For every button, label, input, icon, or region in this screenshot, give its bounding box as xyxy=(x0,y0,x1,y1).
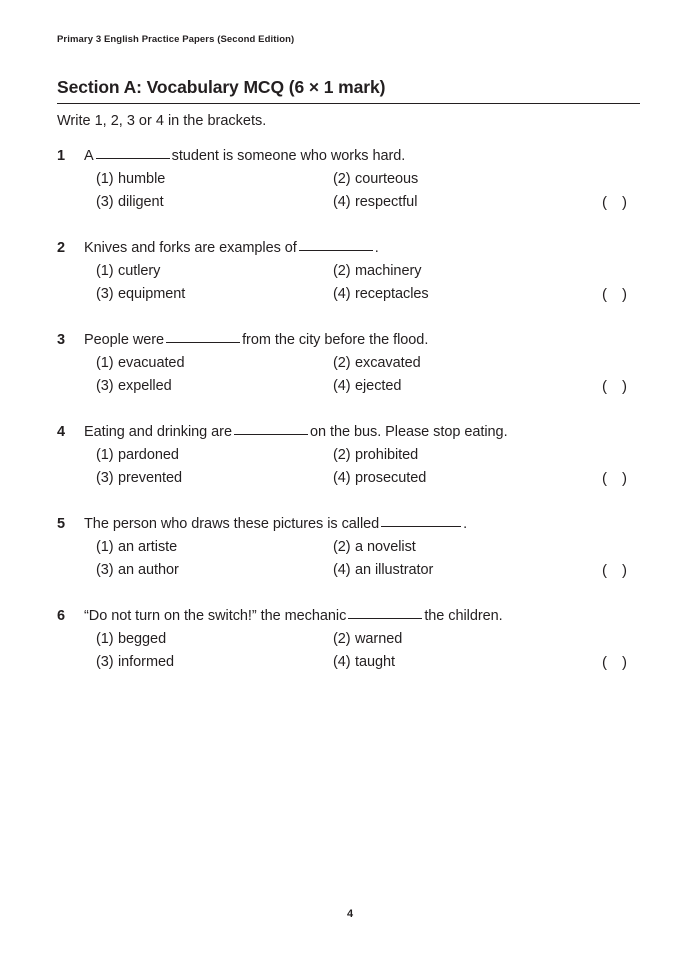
option-label: receptacles xyxy=(355,286,429,302)
option-row xyxy=(0,445,700,468)
heading-rule xyxy=(57,103,640,104)
option-label: machinery xyxy=(355,263,422,279)
option-row xyxy=(0,169,700,192)
option-row xyxy=(0,261,700,284)
option-label: respectful xyxy=(355,194,418,210)
option-group xyxy=(0,261,700,307)
answer-blank[interactable] xyxy=(166,331,240,343)
option-tag: (3) xyxy=(96,286,114,302)
option-choice[interactable] xyxy=(96,169,165,190)
question-item xyxy=(0,237,700,307)
option-label: an illustrator xyxy=(355,562,434,578)
option-label: a novelist xyxy=(355,539,416,555)
option-choice[interactable] xyxy=(333,353,421,374)
question-item xyxy=(0,513,700,583)
option-label: warned xyxy=(355,631,403,647)
question-number: 5 xyxy=(57,516,66,532)
question-text xyxy=(84,421,508,443)
answer-bracket[interactable]: ( ) xyxy=(602,470,627,487)
option-choice[interactable] xyxy=(96,284,185,305)
option-row xyxy=(0,629,700,652)
instruction-text: Write 1, 2, 3 or 4 in the brackets. xyxy=(57,113,267,129)
question-item xyxy=(0,329,700,399)
option-label: excavated xyxy=(355,355,421,371)
question-text-after-blank: . xyxy=(463,516,468,532)
option-choice[interactable] xyxy=(333,169,418,190)
option-label: ejected xyxy=(355,378,402,394)
question-text xyxy=(84,145,405,167)
question-stem xyxy=(0,329,700,353)
question-text-after-blank: . xyxy=(374,240,379,256)
question-text-before-blank: Knives and forks are examples of xyxy=(84,240,297,256)
page-number: 4 xyxy=(346,908,354,920)
option-tag: (3) xyxy=(96,378,114,394)
question-text-before-blank: “Do not turn on the switch!” the mechanic xyxy=(84,608,347,624)
option-row xyxy=(0,192,700,215)
option-choice[interactable] xyxy=(96,261,160,282)
question-stem xyxy=(0,605,700,629)
answer-bracket[interactable]: ( ) xyxy=(602,654,627,671)
option-choice[interactable] xyxy=(333,192,417,213)
question-text-before-blank: The person who draws these pictures is called xyxy=(84,516,380,532)
option-row xyxy=(0,560,700,583)
option-tag: (1) xyxy=(96,355,114,371)
option-choice[interactable] xyxy=(333,445,418,466)
option-choice[interactable] xyxy=(333,468,426,489)
option-label: taught xyxy=(355,654,396,670)
option-tag: (4) xyxy=(333,470,351,486)
question-number: 6 xyxy=(57,608,66,624)
option-label: expelled xyxy=(118,378,172,394)
option-tag: (2) xyxy=(333,171,351,187)
option-label: an author xyxy=(118,562,179,578)
answer-blank[interactable] xyxy=(96,147,170,159)
option-label: pardoned xyxy=(118,447,179,463)
question-stem xyxy=(0,513,700,537)
option-choice[interactable] xyxy=(333,284,429,305)
option-tag: (4) xyxy=(333,562,351,578)
option-tag: (1) xyxy=(96,171,114,187)
option-row xyxy=(0,468,700,491)
option-group xyxy=(0,169,700,215)
option-group xyxy=(0,445,700,491)
question-text-after-blank: from the city before the flood. xyxy=(242,332,429,348)
question-text-before-blank: People were xyxy=(84,332,165,348)
answer-blank[interactable] xyxy=(299,239,373,251)
option-tag: (4) xyxy=(333,194,351,210)
answer-bracket[interactable]: ( ) xyxy=(602,194,627,211)
question-stem xyxy=(0,421,700,445)
question-text-after-blank: student is someone who works hard. xyxy=(171,148,406,164)
option-tag: (1) xyxy=(96,539,114,555)
option-label: diligent xyxy=(118,194,164,210)
question-text-after-blank: on the bus. Please stop eating. xyxy=(309,424,508,440)
section-heading: Section A: Vocabulary MCQ (6 × 1 mark) xyxy=(57,77,386,97)
question-text xyxy=(84,237,379,259)
question-text-before-blank: Eating and drinking are xyxy=(84,424,232,440)
option-choice[interactable] xyxy=(96,537,177,558)
option-label: prosecuted xyxy=(355,470,427,486)
answer-bracket[interactable]: ( ) xyxy=(602,378,627,395)
option-tag: (4) xyxy=(333,654,351,670)
question-item xyxy=(0,605,700,675)
option-tag: (4) xyxy=(333,378,351,394)
option-label: begged xyxy=(118,631,167,647)
option-tag: (2) xyxy=(333,447,351,463)
option-label: an artiste xyxy=(118,539,178,555)
answer-blank[interactable] xyxy=(234,423,308,435)
option-choice[interactable] xyxy=(333,537,416,558)
option-group xyxy=(0,537,700,583)
option-choice[interactable] xyxy=(96,629,166,650)
question-number: 2 xyxy=(57,240,66,256)
option-label: cutlery xyxy=(118,263,161,279)
option-tag: (4) xyxy=(333,286,351,302)
option-choice[interactable] xyxy=(96,445,179,466)
option-tag: (3) xyxy=(96,194,114,210)
option-choice[interactable] xyxy=(96,560,179,581)
question-number: 1 xyxy=(57,148,66,164)
question-text-after-blank: the children. xyxy=(424,608,503,624)
question-text xyxy=(84,605,503,627)
option-tag: (3) xyxy=(96,654,114,670)
option-choice[interactable] xyxy=(96,376,172,397)
option-label: humble xyxy=(118,171,166,187)
question-list xyxy=(0,145,700,697)
answer-blank[interactable] xyxy=(348,607,422,619)
option-choice[interactable] xyxy=(333,261,421,282)
option-row xyxy=(0,376,700,399)
option-tag: (2) xyxy=(333,631,351,647)
option-tag: (1) xyxy=(96,447,114,463)
option-choice[interactable] xyxy=(333,652,395,673)
option-row xyxy=(0,537,700,560)
answer-blank[interactable] xyxy=(381,515,461,527)
option-choice[interactable] xyxy=(333,560,433,581)
answer-bracket[interactable]: ( ) xyxy=(602,562,627,579)
option-tag: (3) xyxy=(96,470,114,486)
question-stem xyxy=(0,145,700,169)
option-group xyxy=(0,353,700,399)
question-item xyxy=(0,421,700,491)
option-label: evacuated xyxy=(118,355,185,371)
option-row xyxy=(0,353,700,376)
option-choice[interactable] xyxy=(333,629,402,650)
option-group xyxy=(0,629,700,675)
option-tag: (1) xyxy=(96,263,114,279)
option-tag: (1) xyxy=(96,631,114,647)
option-label: prevented xyxy=(118,470,183,486)
question-number: 3 xyxy=(57,332,66,348)
option-tag: (3) xyxy=(96,562,114,578)
answer-bracket[interactable]: ( ) xyxy=(602,286,627,303)
question-item xyxy=(0,145,700,215)
option-tag: (2) xyxy=(333,355,351,371)
question-number: 4 xyxy=(57,424,66,440)
question-text xyxy=(84,329,428,351)
option-label: equipment xyxy=(118,286,186,302)
option-label: informed xyxy=(118,654,175,670)
option-label: courteous xyxy=(355,171,419,187)
question-text xyxy=(84,513,467,535)
option-choice[interactable] xyxy=(96,353,184,374)
option-choice[interactable] xyxy=(96,468,182,489)
running-head: Primary 3 English Practice Papers (Second Edition) xyxy=(57,34,295,45)
option-tag: (2) xyxy=(333,263,351,279)
option-row xyxy=(0,284,700,307)
question-text-before-blank: A xyxy=(84,148,94,164)
option-tag: (2) xyxy=(333,539,351,555)
option-label: prohibited xyxy=(355,447,419,463)
option-row xyxy=(0,652,700,675)
question-stem xyxy=(0,237,700,261)
option-choice[interactable] xyxy=(333,376,401,397)
option-choice[interactable] xyxy=(96,652,174,673)
option-choice[interactable] xyxy=(96,192,164,213)
